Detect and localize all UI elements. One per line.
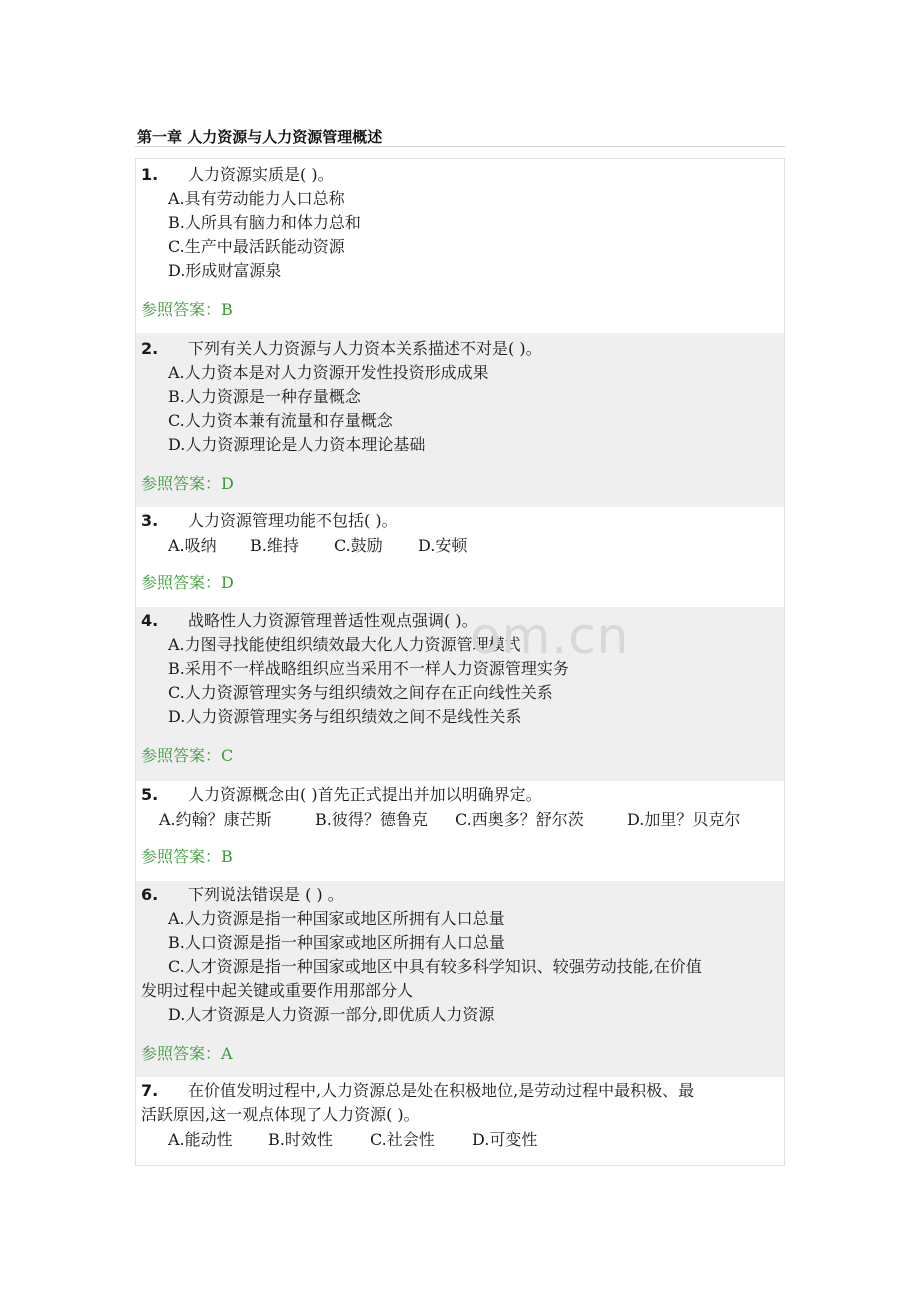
option-b: B.采用不一样战略组织应当采用不一样人力资源管理实务 <box>168 659 569 678</box>
reference-answer: 参照答案：C <box>141 746 234 765</box>
option-c-continued: 发明过程中起关键或重要作用那部分人 <box>141 981 414 1000</box>
option-d: D.人才资源是人力资源一部分,即优质人力资源 <box>168 1005 495 1024</box>
option-d: D.安顿 <box>418 536 468 555</box>
reference-answer: 参照答案：D <box>141 474 234 493</box>
option-b: B.人口资源是指一种国家或地区所拥有人口总量 <box>168 933 505 952</box>
option-c: C.鼓励 <box>334 536 383 555</box>
question-list <box>135 158 785 1166</box>
option-a: A.吸纳 <box>168 536 217 555</box>
question-1 <box>136 159 784 333</box>
option-b: B.彼得？德鲁克 <box>315 810 428 829</box>
question-number: 6. <box>141 885 159 904</box>
option-a: A.力图寻找能使组织绩效最大化人力资源管理模式 <box>168 635 521 654</box>
question-2 <box>136 333 784 507</box>
option-b: B.人力资源是一种存量概念 <box>168 387 361 406</box>
option-a: A.能动性 <box>168 1130 233 1149</box>
option-d: D.加里？贝克尔 <box>627 810 741 829</box>
option-c: C.人力资源管理实务与组织绩效之间存在正向线性关系 <box>168 683 553 702</box>
question-6 <box>136 881 784 1077</box>
option-b: B.维持 <box>250 536 299 555</box>
question-number: 7. <box>141 1081 159 1100</box>
option-c: C.人才资源是指一种国家或地区中具有较多科学知识、较强劳动技能,在价值 <box>168 957 702 976</box>
option-b: B.人所具有脑力和体力总和 <box>168 213 361 232</box>
question-stem: 人力资源实质是( )。 <box>188 165 334 184</box>
question-stem: 在价值发明过程中,人力资源总是处在积极地位,是劳动过程中最积极、最 <box>188 1081 695 1100</box>
option-c: C.人力资本兼有流量和存量概念 <box>168 411 393 430</box>
reference-answer: 参照答案：B <box>141 300 233 319</box>
option-c: C.生产中最活跃能动资源 <box>168 237 345 256</box>
question-5 <box>136 781 784 881</box>
option-c: C.社会性 <box>370 1130 435 1149</box>
question-stem: 下列有关人力资源与人力资本关系描述不对是( )。 <box>188 339 542 358</box>
option-c: C.西奥多？舒尔茨 <box>455 810 584 829</box>
question-7 <box>136 1077 784 1165</box>
question-stem: 人力资源管理功能不包括( )。 <box>188 511 398 530</box>
option-a: A.约翰？康芒斯 <box>159 810 272 829</box>
option-d: D.人力资源管理实务与组织绩效之间不是线性关系 <box>168 707 522 726</box>
question-number: 1. <box>141 165 159 184</box>
question-number: 2. <box>141 339 159 358</box>
option-a: A.人力资本是对人力资源开发性投资形成成果 <box>168 363 489 382</box>
option-d: D.可变性 <box>472 1130 538 1149</box>
question-stem-continued: 活跃原因,这一观点体现了人力资源( )。 <box>141 1105 420 1124</box>
watermark: om.cn <box>470 607 630 665</box>
question-number: 4. <box>141 611 159 630</box>
question-stem: 人力资源概念由( )首先正式提出并加以明确界定。 <box>188 785 542 804</box>
title-divider <box>135 146 785 147</box>
reference-answer: 参照答案：A <box>141 1044 233 1063</box>
question-3 <box>136 507 784 607</box>
option-a: A.人力资源是指一种国家或地区所拥有人口总量 <box>168 909 505 928</box>
question-4 <box>136 607 784 781</box>
question-stem: 下列说法错误是 ( ) 。 <box>188 885 344 904</box>
option-d: D.形成财富源泉 <box>168 261 282 280</box>
question-stem: 战略性人力资源管理普适性观点强调( )。 <box>188 611 478 630</box>
option-b: B.时效性 <box>268 1130 333 1149</box>
option-a: A.具有劳动能力人口总称 <box>168 189 345 208</box>
question-number: 5. <box>141 785 159 804</box>
chapter-title: 第一章 人力资源与人力资源管理概述 <box>137 128 383 146</box>
option-d: D.人力资源理论是人力资本理论基础 <box>168 435 426 454</box>
question-number: 3. <box>141 511 159 530</box>
reference-answer: 参照答案：D <box>141 573 234 592</box>
reference-answer: 参照答案：B <box>141 847 233 866</box>
